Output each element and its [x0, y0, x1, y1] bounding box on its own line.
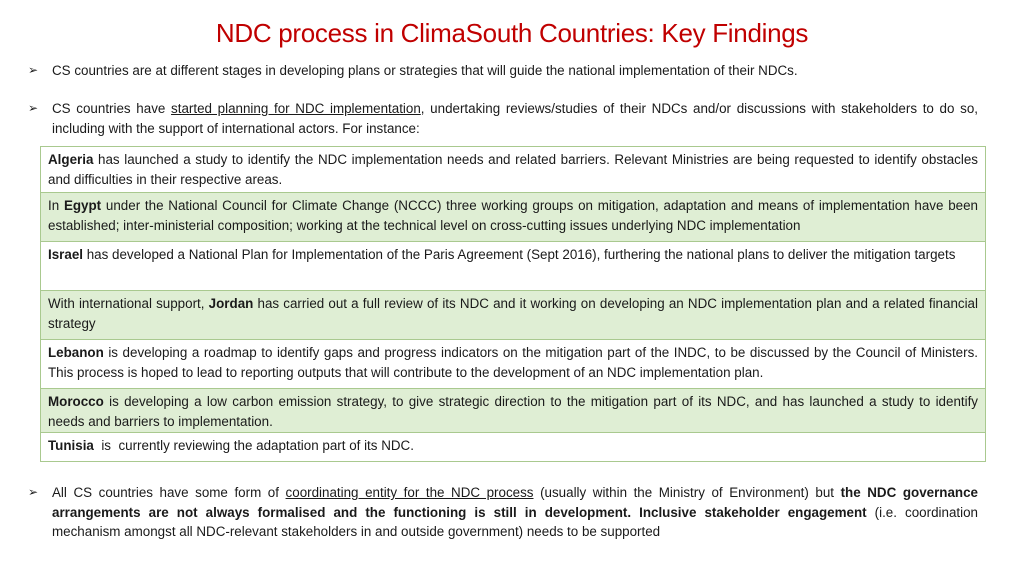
underlined-phrase: started planning for NDC implementation — [171, 101, 421, 116]
bullet-planning — [28, 99, 978, 138]
bullet-text: All CS countries have some form of coordinating entity for the NDC process (usually within the Ministry of Environment) but the NDC governance arrangements are not always formalised and the functioning is still in development. Inclusive stakeholder engagement (i.e. coordination mechanism amongst all NDC-relevant stakeholders in and outside government) needs to be supported — [52, 485, 978, 539]
table-row-tunisia: Tunisia is currently reviewing the adaptation part of its NDC. — [41, 433, 985, 462]
country-name: Morocco — [48, 394, 104, 409]
country-findings-table — [40, 146, 986, 462]
country-name: Lebanon — [48, 345, 104, 360]
country-name: Egypt — [63, 198, 102, 213]
country-name: Tunisia — [48, 438, 94, 453]
arrow-bullet-icon: ➢ — [28, 485, 39, 499]
table-row-jordan: With international support, Jordan has carried out a full review of its NDC and it working on developing an NDC implementation plan and a related financial strategy — [41, 291, 985, 340]
slide-title: NDC process in ClimaSouth Countries: Key Findings — [215, 18, 809, 48]
arrow-bullet-icon: ➢ — [28, 101, 39, 115]
table-row-israel: Israel has developed a National Plan for Implementation of the Paris Agreement (Sept 2016), furthering the national plans to deliver the mitigation targets — [41, 242, 985, 291]
bullet-pre: CS countries have — [52, 101, 172, 116]
table-row-morocco: Morocco is developing a low carbon emission strategy, to give strategic direction to the mitigation part of its NDC, and has launched a study to identify needs and barriers to implementation. — [41, 389, 985, 433]
table-row-egypt: In Egypt under the National Council for Climate Change (NCCC) three working groups on mitigation, adaptation and means of implementation have been established; inter-ministerial composition; working at the technical level on cross-cutting issues underlying NDC implementation — [41, 193, 985, 242]
table-row-algeria: Algeria has launched a study to identify the NDC implementation needs and related barriers. Relevant Ministries are being requested to identify obstacles and difficulties in their respective areas. — [41, 147, 985, 193]
country-name: Israel — [48, 247, 83, 262]
table-row-lebanon: Lebanon is developing a roadmap to identify gaps and progress indicators on the mitigation part of the INDC, to be discussed by the Council of Ministers. This process is hoped to lead to reporting outputs that will contribute to the development of an NDC implementation plan. — [41, 340, 985, 389]
underlined-phrase: coordinating entity for the NDC process — [285, 485, 534, 500]
bullet-text — [52, 99, 978, 138]
arrow-bullet-icon: ➢ — [28, 63, 39, 77]
bullet-post: , undertaking reviews/studies of their NDCs and/or discussions with stakeholders to do so, including with the support of international actors. For instance: — [52, 101, 978, 136]
bullet-coordination — [28, 483, 978, 542]
bullet-text: CS countries are at different stages in developing plans or strategies that will guide the national implementation of their NDCs. — [52, 63, 798, 78]
bold-phrase: the NDC governance arrangements are not always formalised and the functioning is still in development. Inclusive stakeholder engagement — [52, 485, 978, 520]
bullet-stages — [28, 61, 978, 81]
country-name: Algeria — [48, 152, 94, 167]
country-name: Jordan — [208, 296, 254, 311]
